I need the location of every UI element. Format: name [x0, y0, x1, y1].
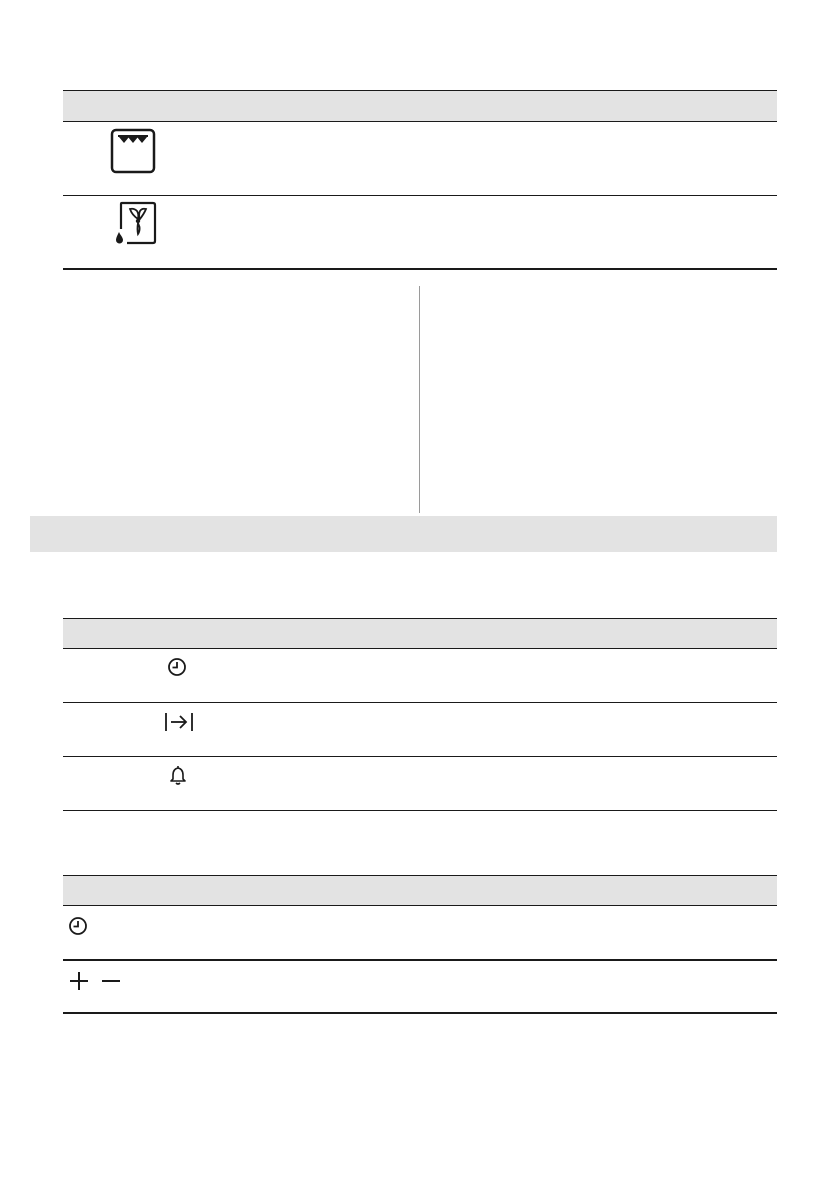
table2-bottom-rule — [63, 810, 777, 811]
section-title — [30, 524, 38, 543]
table2-header-label — [63, 626, 71, 641]
table3-header-label — [63, 883, 71, 898]
table3-header — [63, 875, 777, 906]
table1-row — [63, 196, 777, 269]
table1-row — [63, 121, 777, 195]
table2-row — [63, 757, 777, 810]
table2-row — [63, 648, 777, 702]
table3-row — [63, 905, 777, 959]
duration-icon — [164, 711, 194, 733]
bell-icon — [169, 764, 187, 786]
fan-moist-icon — [113, 201, 157, 245]
plus-minus-icon — [68, 970, 122, 992]
table2-header — [63, 618, 777, 649]
table3-row — [63, 961, 777, 1013]
table2-row — [63, 703, 777, 756]
table1-bottom-rule — [63, 268, 777, 270]
table1-header-label — [63, 98, 71, 113]
table1-header — [63, 90, 777, 122]
table3-bottom-rule — [63, 1012, 777, 1014]
top-heat-icon — [110, 128, 156, 174]
section-bar — [30, 516, 777, 552]
clock-icon — [167, 657, 187, 677]
column-divider — [419, 286, 420, 513]
clock-icon — [68, 916, 88, 936]
